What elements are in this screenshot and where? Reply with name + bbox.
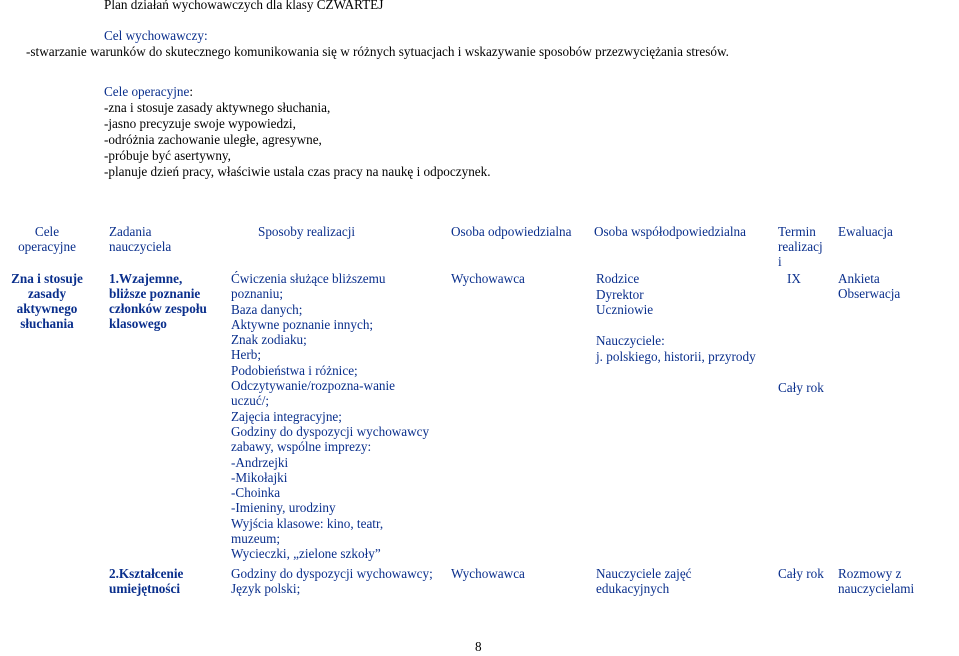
header-goals-line: Cele <box>34 224 60 239</box>
co-responsible-line: Nauczyciele zajęć <box>596 566 692 581</box>
goal-cell-line: zasady <box>27 286 67 301</box>
method-line: muzeum; <box>231 531 281 547</box>
co-responsible-line: Uczniowie <box>596 302 654 318</box>
header-term-line: i <box>778 254 782 269</box>
method-line: Wyjścia klasowe: kino, teatr, <box>231 515 384 531</box>
header-tasks-line: nauczyciela <box>109 239 172 254</box>
row1-co-responsible <box>596 271 756 365</box>
method-line: poznaniu; <box>231 286 284 302</box>
header-term-line: realizacj <box>778 239 823 254</box>
method-line: Ćwiczenia służące bliższemu <box>231 271 386 286</box>
evaluation-line: Obserwacja <box>838 286 901 301</box>
operational-goals-heading <box>104 84 193 99</box>
method-line: Zajęcia integracyjne; <box>231 408 342 424</box>
goal-text: -stwarzanie warunków do skutecznego komunikowania się w różnych sytuacjach i wskazywanie sposobów przezwyciężania stresów. <box>26 44 729 59</box>
row2-task-line: 2.Kształcenie <box>109 566 184 581</box>
evaluation-line: Rozmowy z <box>838 566 902 581</box>
row1-task-line: 1.Wzajemne, <box>109 271 183 286</box>
evaluation-line: Ankieta <box>838 271 880 286</box>
co-responsible-line: j. polskiego, historii, przyrody <box>596 348 756 364</box>
method-line: Aktywne poznanie innych; <box>231 316 374 332</box>
row1-task-line: członków zespołu <box>109 301 207 316</box>
method-line: Wycieczki, „zielone szkoły” <box>231 546 381 562</box>
header-responsible: Osoba odpowiedzialna <box>451 224 572 239</box>
method-line: -Mikołajki <box>231 469 288 485</box>
operational-goals-label: Cele operacyjne <box>104 84 190 99</box>
operational-goal-item: -próbuje być asertywny, <box>104 148 231 163</box>
co-responsible-line <box>596 318 756 334</box>
method-line: Podobieństwa i różnice; <box>231 362 358 378</box>
co-responsible-line: Nauczyciele: <box>596 333 665 349</box>
operational-goal-item: -zna i stosuje zasady aktywnego słuchania, <box>104 100 331 115</box>
row2-term: Cały rok <box>778 566 824 581</box>
method-line: Znak zodiaku; <box>231 332 307 348</box>
header-goals <box>7 224 87 254</box>
operational-goal-item: -odróżnia zachowanie uległe, agresywne, <box>104 132 322 147</box>
method-line: Godziny do dyspozycji wychowawcy; <box>231 566 433 581</box>
method-line: -Andrzejki <box>231 454 289 470</box>
row1-task-line: bliższe poznanie <box>109 286 201 301</box>
goal-cell-line: Zna i stosuje <box>11 271 83 286</box>
method-line: uczuć/; <box>231 393 270 409</box>
header-tasks <box>109 224 171 254</box>
header-goals-line: operacyjne <box>18 239 76 254</box>
method-line: -Choinka <box>231 485 281 501</box>
row2-task <box>109 566 183 596</box>
row2-co-responsible <box>596 566 692 596</box>
goal-cell <box>7 271 87 331</box>
header-co-responsible: Osoba współodpowiedzialna <box>594 224 746 239</box>
row1-responsible: Wychowawca <box>451 271 525 286</box>
row1-task <box>109 271 207 331</box>
method-line: -Imieniny, urodziny <box>231 500 336 516</box>
method-line: Odczytywanie/rozpozna-wanie <box>231 378 396 394</box>
row2-responsible: Wychowawca <box>451 566 525 581</box>
header-term <box>778 224 823 269</box>
operational-goals-list <box>104 100 491 180</box>
header-term-line: Termin <box>778 224 816 239</box>
co-responsible-line: Dyrektor <box>596 286 644 302</box>
goal-label: Cel wychowawczy: <box>104 28 208 43</box>
row1-term-2: Cały rok <box>778 380 824 395</box>
co-responsible-line: edukacyjnych <box>596 581 670 596</box>
header-methods: Sposoby realizacji <box>258 224 356 239</box>
evaluation-line: nauczycielami <box>838 581 915 596</box>
method-line: Godziny do dyspozycji wychowawcy <box>231 423 430 439</box>
goal-cell-line: słuchania <box>20 316 74 331</box>
row1-task-line: klasowego <box>109 316 167 331</box>
header-evaluation: Ewaluacja <box>838 224 893 239</box>
method-line: Baza danych; <box>231 301 303 317</box>
row1-evaluation <box>838 271 900 301</box>
row2-evaluation <box>838 566 914 596</box>
operational-goals-colon: : <box>189 84 193 99</box>
page-number: 8 <box>475 639 482 654</box>
operational-goal-item: -planuje dzień pracy, właściwie ustala czas pracy na naukę i odpoczynek. <box>104 164 491 179</box>
method-line: Herb; <box>231 347 262 363</box>
row1-term-1: IX <box>787 271 801 286</box>
row2-methods <box>231 566 433 596</box>
goal-cell-line: aktywnego <box>16 301 78 316</box>
row1-methods <box>231 271 429 562</box>
operational-goal-item: -jasno precyzuje swoje wypowiedzi, <box>104 116 296 131</box>
co-responsible-line: Rodzice <box>596 271 640 286</box>
row2-task-line: umiejętności <box>109 581 181 596</box>
method-line: zabawy, wspólne imprezy: <box>231 439 372 455</box>
method-line: Język polski; <box>231 581 301 596</box>
document-title: Plan działań wychowawczych dla klasy CZWARTEJ <box>104 0 384 12</box>
header-tasks-line: Zadania <box>109 224 152 239</box>
